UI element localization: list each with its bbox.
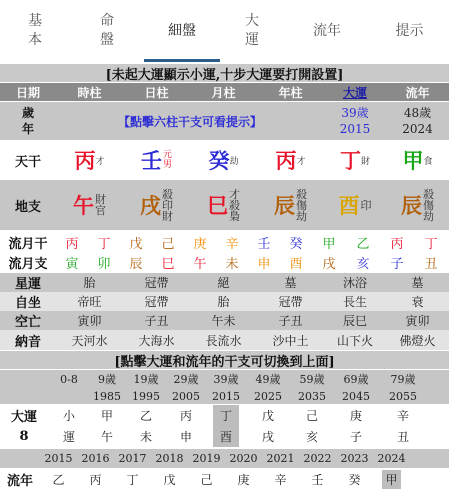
nayin-row	[0, 330, 449, 350]
liuyue-gan-7[interactable]: 壬	[257, 236, 271, 252]
liuyue-gan-row	[0, 232, 449, 252]
xingyun-hour: 胎	[83, 276, 96, 290]
kongwang-label: 空亡	[14, 315, 41, 330]
mid-banner-text: [點擊大運和流年的干支可切換到上面]	[114, 354, 335, 370]
liuyue-zhi-4[interactable]: 巳	[161, 256, 175, 272]
liuyue-zhi-6[interactable]: 未	[225, 256, 239, 272]
nayin-year: 沙中土	[272, 333, 309, 348]
tiangan-day-tag: 元	[162, 150, 172, 160]
tiangan-month-tag: 劫	[229, 156, 239, 167]
tab-chart[interactable]	[70, 0, 144, 62]
dayun-zhi-0[interactable]: 運	[62, 430, 75, 444]
age-year-label	[0, 102, 56, 140]
nayin-month: 長流水	[205, 333, 242, 348]
dizhi-month-hidden-1: 才	[229, 187, 240, 201]
dayun-year-3: 2005	[172, 389, 200, 403]
dayun-age-2: 19歲	[133, 373, 159, 386]
dizhi-day-hidden-1: 殺	[162, 187, 173, 201]
header-hour-pillar: 時柱	[77, 85, 102, 100]
dayun-zhi-3[interactable]: 申	[179, 430, 192, 444]
dizhi-hour-char: 午	[73, 193, 94, 218]
tab-basic-label: 基 本	[28, 13, 42, 48]
dayun-pillars-row	[0, 405, 449, 447]
dizhi-liunian[interactable]	[386, 180, 449, 230]
xingyun-label: 星運	[14, 277, 41, 292]
tiangan-day-gender: 男	[162, 160, 172, 170]
dayun-gan-4-current[interactable]: 丁	[219, 409, 232, 423]
zizuo-year: 冠帶	[278, 295, 303, 309]
dayun-gan-6[interactable]: 己	[305, 409, 318, 423]
tiangan-liunian-char: 甲	[402, 148, 424, 173]
tab-liunian-label: 流年	[313, 22, 341, 39]
zizuo-liunian: 衰	[411, 295, 424, 309]
xingyun-liunian: 墓	[411, 276, 424, 290]
dizhi-liunian-hidden	[423, 189, 434, 222]
kongwang-month: 午未	[211, 314, 236, 328]
tab-chart-label: 命 盤	[100, 13, 114, 48]
liunian-gan-7[interactable]: 壬	[311, 473, 324, 487]
dayun-gan-5[interactable]: 戊	[261, 409, 274, 423]
liunian-gan-5[interactable]: 庚	[237, 473, 250, 487]
liunian-gan-4[interactable]: 己	[200, 473, 213, 487]
liuyue-gan-8[interactable]: 癸	[289, 236, 303, 252]
header-liunian: 流年	[405, 85, 430, 100]
liunian-year-0: 2015	[44, 452, 73, 465]
header-day-pillar: 日柱	[144, 85, 169, 100]
zizuo-label: 自坐	[14, 296, 41, 311]
liunian-gan-row	[0, 469, 449, 490]
zizuo-day: 冠帶	[144, 295, 169, 309]
liuyue-gan-label: 流月干	[8, 236, 48, 252]
tab-basic[interactable]	[0, 0, 70, 62]
dayun-ages-row	[0, 370, 449, 388]
liuyue-zhi-1[interactable]: 寅	[65, 256, 79, 272]
liuyue-zhi-9[interactable]: 戌	[322, 256, 336, 272]
dizhi-month-hidden-2: 殺	[229, 198, 240, 212]
zizuo-dayun: 長生	[342, 295, 367, 309]
liuyue-gan-5[interactable]: 庚	[193, 236, 207, 252]
dizhi-hour-hidden-2: 官	[95, 204, 106, 217]
tab-liunian[interactable]	[284, 0, 370, 62]
dayun-zhi-1[interactable]: 午	[100, 430, 113, 444]
liuyue-zhi-7[interactable]: 申	[257, 256, 271, 272]
dizhi-row	[0, 180, 449, 230]
dayun-zhi-8[interactable]: 丑	[396, 430, 409, 444]
dizhi-hour[interactable]	[56, 180, 123, 230]
liunian-age: 48歲	[403, 106, 432, 120]
dizhi-day-hidden	[162, 189, 173, 222]
dayun-gan-0[interactable]: 小	[62, 409, 75, 423]
liunian-age-cell	[386, 102, 449, 140]
dizhi-label: 地支	[14, 199, 41, 215]
liunian-gan-6[interactable]: 辛	[274, 473, 287, 487]
liuyue-gan-6[interactable]: 辛	[225, 236, 239, 252]
dizhi-year-hidden-2: 傷	[296, 198, 307, 212]
xingyun-month: 絕	[217, 276, 230, 290]
liunian-year-1: 2016	[81, 452, 110, 465]
dayun-start-age: 8	[19, 429, 29, 444]
liuyue-gan-1[interactable]: 丙	[65, 236, 79, 252]
dizhi-dayun-hidden	[361, 200, 372, 211]
tab-dayun[interactable]	[220, 0, 284, 62]
dizhi-hour-hidden	[95, 194, 106, 216]
liuyue-zhi-11[interactable]: 子	[390, 256, 404, 272]
top-banner	[0, 64, 449, 82]
liunian-year-3: 2018	[155, 452, 184, 465]
liunian-gan-3[interactable]: 戊	[163, 473, 176, 487]
dizhi-month-hidden-3: 梟	[229, 209, 240, 223]
zizuo-month: 胎	[217, 295, 230, 309]
dizhi-month-hidden	[229, 189, 240, 222]
liunian-year-6: 2021	[266, 452, 295, 465]
dayun-age-7: 69歲	[343, 373, 369, 386]
liuyue-gan-2[interactable]: 丁	[97, 236, 111, 252]
dizhi-month-char: 巳	[207, 193, 228, 218]
liunian-year: 2024	[402, 122, 433, 136]
dayun-age-8: 79歲	[390, 373, 416, 386]
nayin-hour: 天河水	[71, 333, 108, 348]
tiangan-year[interactable]	[257, 140, 324, 180]
dayun-age-6: 59歲	[299, 373, 325, 386]
dayun-age: 39歲	[341, 106, 369, 120]
tiangan-year-char: 丙	[275, 148, 297, 173]
dayun-gan-3[interactable]: 丙	[179, 409, 192, 423]
liuyue-zhi-12[interactable]: 丑	[424, 256, 438, 272]
header-month-pillar: 月柱	[211, 85, 236, 100]
tiangan-liunian-tag: 食	[423, 156, 433, 167]
dizhi-year[interactable]	[257, 180, 324, 230]
liuyue-gan-10[interactable]: 乙	[356, 236, 370, 252]
dizhi-year-hidden	[296, 189, 307, 222]
dayun-year-8: 2055	[389, 389, 417, 403]
dizhi-day-hidden-3: 財	[162, 209, 173, 223]
tiangan-liunian[interactable]	[386, 140, 449, 180]
dizhi-dayun-char: 酉	[338, 193, 360, 218]
tiangan-hour-char: 丙	[74, 148, 96, 173]
tab-detail[interactable]	[144, 0, 220, 62]
dizhi-day[interactable]	[123, 180, 190, 230]
kongwang-dayun: 辰巳	[342, 314, 367, 328]
tab-hints[interactable]	[370, 0, 449, 62]
dayun-year-1: 1985	[93, 389, 121, 403]
nayin-day: 大海水	[138, 333, 175, 348]
dayun-age-3: 29歲	[173, 373, 199, 386]
dizhi-hour-hidden-1: 財	[95, 193, 106, 206]
dayun-gan-1[interactable]: 甲	[100, 409, 113, 423]
dayun-gan-8[interactable]: 辛	[396, 409, 409, 423]
liuyue-zhi-label: 流月支	[8, 256, 48, 272]
tiangan-day[interactable]	[123, 140, 190, 180]
header-dayun: 大運	[342, 85, 367, 100]
nayin-liunian: 佛燈火	[399, 333, 436, 348]
header-date-label: 日期	[15, 85, 40, 100]
liuyue-gan-12[interactable]: 丁	[424, 236, 438, 252]
dayun-age-0: 0-8	[60, 372, 78, 386]
dizhi-day-char: 戌	[140, 193, 161, 218]
liunian-year-7: 2022	[303, 452, 332, 465]
dizhi-liunian-hidden-1: 殺	[423, 187, 434, 201]
dayun-zhi-4-current[interactable]: 酉	[219, 430, 232, 444]
header-year-pillar: 年柱	[278, 85, 303, 100]
mid-banner	[0, 351, 449, 369]
tiangan-hour-tag: 才	[95, 156, 105, 167]
kongwang-year: 子丑	[278, 314, 303, 328]
liuyue-gan-3[interactable]: 戊	[129, 236, 143, 252]
dizhi-liunian-hidden-3: 劫	[423, 209, 434, 223]
liunian-year-8: 2023	[340, 452, 369, 465]
dizhi-year-char: 辰	[274, 193, 295, 218]
tab-bar	[0, 0, 449, 62]
liunian-years-row	[0, 449, 449, 468]
dizhi-dayun-hidden-1: 印	[360, 198, 372, 212]
xingyun-row	[0, 273, 449, 292]
liunian-gan-0[interactable]: 乙	[52, 473, 65, 487]
liunian-year-4: 2019	[192, 452, 221, 465]
xingyun-day: 冠帶	[144, 276, 169, 290]
liuyue-gan-11[interactable]: 丙	[390, 236, 404, 252]
dayun-label: 大運	[10, 410, 37, 425]
liunian-label: 流年	[6, 474, 33, 489]
liuyue-zhi-8[interactable]: 酉	[289, 256, 303, 272]
liuyue-zhi-10[interactable]: 亥	[356, 256, 370, 272]
dizhi-day-hidden-2: 印	[162, 198, 173, 212]
liuyue-zhi-2[interactable]: 卯	[97, 256, 111, 272]
age-year-row	[0, 102, 449, 140]
age-year-label-text: 歲年	[21, 106, 34, 136]
dayun-zhi-2[interactable]: 未	[139, 430, 152, 444]
dayun-gan-7[interactable]: 庚	[349, 409, 362, 423]
dayun-years-row	[0, 388, 449, 404]
liuyue-zhi-5[interactable]: 午	[193, 256, 207, 272]
dayun-year-4: 2015	[212, 389, 240, 403]
xingyun-year: 墓	[284, 276, 297, 290]
liuyue-zhi-3[interactable]: 辰	[129, 256, 143, 272]
liunian-gan-1[interactable]: 丙	[89, 473, 102, 487]
tiangan-day-tags	[163, 150, 172, 170]
liunian-gan-9-current[interactable]: 甲	[382, 470, 401, 489]
zizuo-hour: 帝旺	[77, 295, 102, 309]
kongwang-hour: 寅卯	[77, 314, 102, 328]
kongwang-row	[0, 311, 449, 330]
active-tab-indicator	[144, 59, 220, 62]
dayun-gan-2[interactable]: 乙	[139, 409, 152, 423]
dayun-age-5: 49歲	[255, 373, 281, 386]
liunian-year-2: 2017	[118, 452, 147, 465]
dayun-age-1: 9歲	[98, 373, 116, 386]
dizhi-month[interactable]	[190, 180, 257, 230]
zizuo-row	[0, 292, 449, 311]
tiangan-day-char: 壬	[140, 148, 162, 173]
dizhi-dayun[interactable]	[324, 180, 386, 230]
liuyue-zhi-row	[0, 252, 449, 272]
liunian-year-9: 2024	[377, 452, 406, 465]
tiangan-dayun-tag: 財	[360, 156, 370, 167]
liuyue-gan-9[interactable]: 甲	[322, 236, 336, 252]
tab-dayun-label: 大 運	[245, 13, 259, 48]
dayun-zhi-6[interactable]: 亥	[305, 430, 318, 444]
pillar-hint[interactable]: 【點擊六柱干支可看提示】	[117, 114, 262, 129]
nayin-label: 納音	[14, 334, 41, 350]
kongwang-day: 子丑	[144, 314, 169, 328]
dayun-year-6: 2035	[298, 389, 326, 403]
nayin-dayun: 山下火	[336, 333, 373, 348]
top-banner-text: [未起大運顯示小運,十步大運要打開設置]	[105, 67, 344, 83]
xingyun-dayun: 沐浴	[342, 276, 367, 290]
tiangan-dayun[interactable]	[324, 140, 386, 180]
dayun-zhi-5[interactable]: 戌	[261, 430, 274, 444]
liunian-gan-2[interactable]: 丁	[126, 473, 139, 487]
dayun-age-cell	[324, 102, 386, 140]
tiangan-label: 天干	[14, 154, 41, 170]
pillar-header-row	[0, 83, 449, 101]
dizhi-liunian-char: 辰	[401, 193, 422, 218]
tab-detail-label: 細盤	[168, 22, 196, 39]
tab-hints-label: 提示	[395, 22, 424, 39]
dayun-year-7: 2045	[342, 389, 370, 403]
tiangan-month-char: 癸	[208, 148, 230, 173]
tiangan-year-tag: 才	[296, 156, 306, 167]
liunian-year-5: 2020	[229, 452, 258, 465]
dayun-year-2: 1995	[132, 389, 160, 403]
liuyue-gan-4[interactable]: 己	[161, 236, 175, 252]
dizhi-year-hidden-3: 劫	[296, 209, 307, 223]
dizhi-liunian-hidden-2: 傷	[423, 198, 434, 212]
dayun-age-4: 39歲	[213, 373, 239, 386]
liunian-gan-8[interactable]: 癸	[348, 473, 361, 487]
dayun-zhi-7[interactable]: 子	[349, 430, 362, 444]
kongwang-liunian: 寅卯	[405, 314, 430, 328]
tiangan-dayun-char: 丁	[339, 148, 361, 173]
dizhi-year-hidden-1: 殺	[296, 187, 307, 201]
tiangan-hour[interactable]	[56, 140, 123, 180]
tiangan-month[interactable]	[190, 140, 257, 180]
tiangan-row	[0, 140, 449, 180]
dayun-year-5: 2025	[254, 389, 282, 403]
dayun-year: 2015	[339, 122, 371, 136]
